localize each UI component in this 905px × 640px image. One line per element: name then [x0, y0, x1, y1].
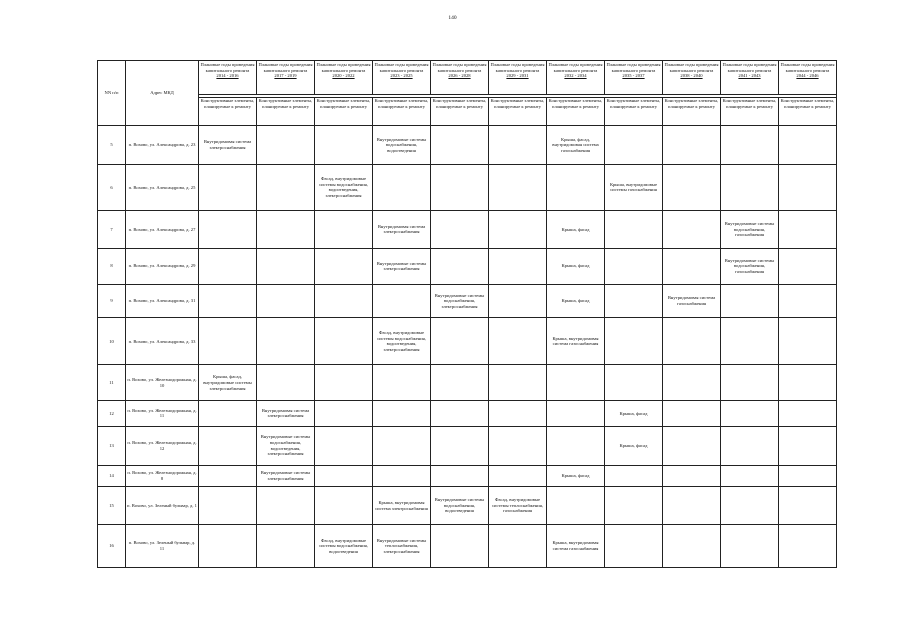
header-category: Конструктивные элементы, планируемые к ремонту [257, 98, 315, 126]
repair-cell [779, 401, 837, 427]
repair-cell: Внутридомовая система электроснабжения [199, 126, 257, 165]
repair-cell [373, 284, 431, 318]
repair-cell: Внутридомовые системы водоснабжения, водоотведения [373, 126, 431, 165]
header-category: Конструктивные элементы, планируемые к ремонту [721, 98, 779, 126]
header-category: Конструктивные элементы, планируемые к ремонту [663, 98, 721, 126]
repair-cell [315, 126, 373, 165]
row-number: 10 [98, 318, 126, 365]
repair-cell [663, 318, 721, 365]
repair-cell [721, 426, 779, 465]
row-number: 15 [98, 487, 126, 525]
table-row [98, 318, 837, 365]
repair-cell [721, 487, 779, 525]
repair-cell: Фасад, внутридомовые системы водоснабжения, водоотведения, электроснабжения [315, 164, 373, 210]
repair-cell: Внутридомовые системы теплоснабжения, электроснабжения [373, 524, 431, 567]
repair-cell [779, 487, 837, 525]
repair-cell: Крыша, фасад [547, 210, 605, 248]
repair-cell: Внутридомовые системы водоснабжения, электроснабжения [431, 284, 489, 318]
table-row [98, 210, 837, 248]
repair-cell [489, 401, 547, 427]
header-years: Плановые годы проведения капитального ремонта 2038 - 2040 [663, 61, 721, 95]
row-address: п. Вохово, ул. Александрова, д. 29 [126, 248, 199, 284]
repair-cell: Крыша, фасад [605, 401, 663, 427]
repair-cell [547, 365, 605, 401]
repair-cell [663, 365, 721, 401]
row-address: п. Вохово, ул. Железнодорожная, д. 10 [126, 365, 199, 401]
repair-cell: Фасад, внутридомовые системы водоснабжения, водоотведения, электроснабжения [373, 318, 431, 365]
repair-cell: Крыша, внутридомовая система газоснабжения [547, 318, 605, 365]
repair-cell [663, 465, 721, 486]
repair-cell: Крыша, внутридомовая система газоснабжения [547, 524, 605, 567]
repair-cell [431, 365, 489, 401]
repair-cell [721, 164, 779, 210]
row-address: п. Вохово, ул. Железнодорожная, д. 12 [126, 426, 199, 465]
header-years: Плановые годы проведения капитального ремонта 2044 - 2046 [779, 61, 837, 95]
repair-cell [605, 318, 663, 365]
repair-cell [315, 426, 373, 465]
row-address: п. Вохово, ул. Александрова, д. 23 [126, 126, 199, 165]
row-number: 8 [98, 248, 126, 284]
header-years: Плановые годы проведения капитального ремонта 2041 - 2043 [721, 61, 779, 95]
repair-cell [721, 318, 779, 365]
repair-cell [373, 465, 431, 486]
repair-cell [257, 487, 315, 525]
repair-cell [431, 248, 489, 284]
repair-cell: Внутридомовые системы водоснабжения, газоснабжения [721, 210, 779, 248]
repair-cell [605, 365, 663, 401]
repair-cell [779, 318, 837, 365]
repair-cell [721, 126, 779, 165]
repair-cell: Фасад, внутридомовые системы теплоснабжения, газоснабжения [489, 487, 547, 525]
repair-cell [547, 426, 605, 465]
repair-cell [257, 524, 315, 567]
repair-cell [779, 164, 837, 210]
row-number: 5 [98, 126, 126, 165]
repair-cell [431, 465, 489, 486]
table-body [98, 126, 837, 568]
header-years: Плановые годы проведения капитального ремонта 2032 - 2034 [547, 61, 605, 95]
row-number: 12 [98, 401, 126, 427]
repair-cell [779, 126, 837, 165]
repair-cell [547, 487, 605, 525]
repair-cell [199, 164, 257, 210]
row-number: 11 [98, 365, 126, 401]
repair-cell [779, 248, 837, 284]
repair-cell [779, 426, 837, 465]
row-address: п. Вохово, ул. Александрова, д. 31 [126, 284, 199, 318]
repair-cell [315, 465, 373, 486]
header-years: Плановые годы проведения капитального ремонта 2026 - 2028 [431, 61, 489, 95]
repair-cell [779, 210, 837, 248]
table-row [98, 284, 837, 318]
repair-cell [431, 401, 489, 427]
repair-cell [663, 164, 721, 210]
repair-cell [199, 524, 257, 567]
repair-cell [373, 426, 431, 465]
repair-cell [257, 318, 315, 365]
repair-cell [663, 426, 721, 465]
table-row [98, 426, 837, 465]
repair-cell [431, 210, 489, 248]
repair-cell [489, 284, 547, 318]
row-address: п. Вохово, ул. Александрова, д. 25 [126, 164, 199, 210]
row-address: п. Вохово, ул. Железнодорожная, д. 8 [126, 465, 199, 486]
repair-cell: Фасад, внутридомовые системы водоснабжения, водоотведения [315, 524, 373, 567]
repair-cell [489, 365, 547, 401]
repair-cell [199, 284, 257, 318]
table-row [98, 465, 837, 486]
repair-cell [779, 365, 837, 401]
header-category: Конструктивные элементы, планируемые к ремонту [373, 98, 431, 126]
repair-cell [721, 465, 779, 486]
row-number: 13 [98, 426, 126, 465]
repair-cell: Крыша, фасад, внутридомовая система газоснабжения [547, 126, 605, 165]
repair-cell [199, 318, 257, 365]
repair-cell [315, 365, 373, 401]
header-years: Плановые годы проведения капитального ремонта 2020 - 2022 [315, 61, 373, 95]
repair-cell [431, 164, 489, 210]
repair-cell [547, 401, 605, 427]
row-address: п. Вохово, ул. Зеленый бульвар, д. 11 [126, 524, 199, 567]
repair-cell [489, 164, 547, 210]
header-category: Конструктивные элементы, планируемые к ремонту [779, 98, 837, 126]
repair-cell: Крыша, внутридомовые системы газоснабжения [605, 164, 663, 210]
repair-cell: Крыша, фасад [547, 284, 605, 318]
page-number: 140 [448, 15, 457, 21]
header-category: Конструктивные элементы, планируемые к ремонту [605, 98, 663, 126]
row-address: п. Вохово, ул. Зеленый бульвар, д. 1 [126, 487, 199, 525]
header-years: Плановые годы проведения капитального ремонта 2014 - 2016 [199, 61, 257, 95]
repair-cell [721, 524, 779, 567]
table-header [98, 61, 837, 126]
repair-cell [721, 401, 779, 427]
repair-cell [489, 318, 547, 365]
table-row [98, 248, 837, 284]
repair-cell [257, 126, 315, 165]
repair-cell [605, 248, 663, 284]
repair-cell [489, 524, 547, 567]
repair-cell [779, 465, 837, 486]
repair-cell [199, 248, 257, 284]
table-row [98, 126, 837, 165]
repair-cell [257, 284, 315, 318]
header-years: Плановые годы проведения капитального ремонта 2029 - 2031 [489, 61, 547, 95]
header-category: Конструктивные элементы, планируемые к ремонту [547, 98, 605, 126]
repair-cell [605, 465, 663, 486]
repair-cell [199, 465, 257, 486]
repair-cell [257, 248, 315, 284]
repair-cell [199, 487, 257, 525]
repair-cell [431, 126, 489, 165]
repair-cell [489, 210, 547, 248]
repair-cell: Крыша, фасад [547, 465, 605, 486]
repair-cell [315, 401, 373, 427]
repair-cell: Крыша, фасад, внутридомовые системы электроснабжения [199, 365, 257, 401]
repair-cell [199, 210, 257, 248]
repair-cell [315, 248, 373, 284]
header-years: Плановые годы проведения капитального ремонта 2017 - 2019 [257, 61, 315, 95]
repair-cell [489, 126, 547, 165]
repair-cell [199, 426, 257, 465]
header-category: Конструктивные элементы, планируемые к ремонту [315, 98, 373, 126]
table-row [98, 164, 837, 210]
table-row [98, 487, 837, 525]
repair-cell [721, 284, 779, 318]
repair-cell [431, 318, 489, 365]
repair-cell [663, 401, 721, 427]
repair-cell [663, 487, 721, 525]
repair-cell: Крыша, фасад [605, 426, 663, 465]
repair-cell [779, 524, 837, 567]
header-category: Конструктивные элементы, планируемые к ремонту [431, 98, 489, 126]
row-address: п. Вохово, ул. Александрова, д. 33 [126, 318, 199, 365]
repair-cell: Внутридомовая система электроснабжения [257, 401, 315, 427]
row-number: 9 [98, 284, 126, 318]
repair-cell: Внутридомовая система электроснабжения [373, 210, 431, 248]
repair-cell [721, 365, 779, 401]
repair-cell: Внутридомовая система газоснабжения [663, 284, 721, 318]
repair-cell [257, 164, 315, 210]
header-num: NN п/п [98, 61, 126, 126]
repair-cell [489, 248, 547, 284]
repair-cell [431, 524, 489, 567]
repair-cell [663, 126, 721, 165]
repair-cell: Крыша, внутридомовая система электроснабжения [373, 487, 431, 525]
repair-cell [373, 164, 431, 210]
repair-cell [605, 210, 663, 248]
row-number: 16 [98, 524, 126, 567]
repair-cell [605, 524, 663, 567]
repair-cell [605, 487, 663, 525]
repair-cell: Внутридомовые системы электроснабжения [257, 465, 315, 486]
repair-cell [605, 284, 663, 318]
repair-cell [489, 426, 547, 465]
repair-cell [663, 248, 721, 284]
row-number: 14 [98, 465, 126, 486]
repair-cell [315, 284, 373, 318]
repair-cell [257, 365, 315, 401]
repair-cell [605, 126, 663, 165]
repair-cell: Внутридомовые системы водоснабжения, водоотведения [431, 487, 489, 525]
repair-cell [315, 487, 373, 525]
repair-cell [547, 164, 605, 210]
repair-cell: Внутридомовые системы водоснабжения, водоотведения, электроснабжения [257, 426, 315, 465]
header-years: Плановые годы проведения капитального ремонта 2023 - 2025 [373, 61, 431, 95]
row-address: п. Вохово, ул. Александрова, д. 27 [126, 210, 199, 248]
header-address: Адрес МКД [126, 61, 199, 126]
repair-cell [779, 284, 837, 318]
repair-cell: Внутридомовые системы электроснабжения [373, 248, 431, 284]
repair-cell [257, 210, 315, 248]
table-row [98, 524, 837, 567]
repair-cell [315, 318, 373, 365]
repair-cell: Крыша, фасад [547, 248, 605, 284]
repair-cell [373, 401, 431, 427]
repair-cell [663, 210, 721, 248]
repair-cell [489, 465, 547, 486]
repair-cell [315, 210, 373, 248]
row-number: 7 [98, 210, 126, 248]
header-category: Конструктивные элементы, планируемые к ремонту [489, 98, 547, 126]
header-category: Конструктивные элементы, планируемые к ремонту [199, 98, 257, 126]
capital-repair-table [97, 60, 837, 568]
table-row [98, 401, 837, 427]
repair-cell [373, 365, 431, 401]
table-row [98, 365, 837, 401]
repair-cell: Внутридомовые системы водоснабжения, газоснабжения [721, 248, 779, 284]
repair-cell [663, 524, 721, 567]
row-address: п. Вохово, ул. Железнодорожная, д. 11 [126, 401, 199, 427]
repair-cell [431, 426, 489, 465]
header-years: Плановые годы проведения капитального ремонта 2035 - 2037 [605, 61, 663, 95]
row-number: 6 [98, 164, 126, 210]
repair-cell [199, 401, 257, 427]
